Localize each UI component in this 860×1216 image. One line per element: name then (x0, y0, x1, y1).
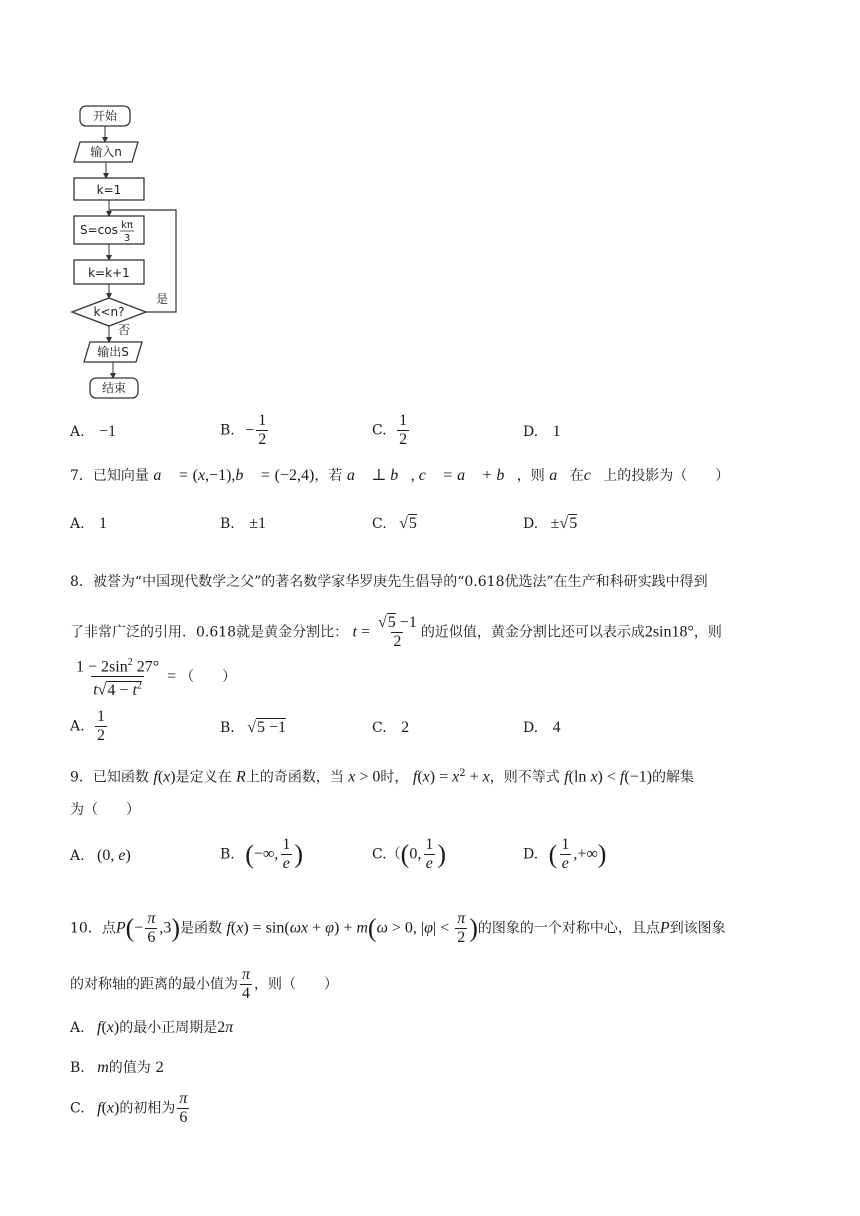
q6-c-num: 1 (399, 412, 408, 429)
q10-a-letter: A. (70, 1020, 85, 1036)
q9-line2: 为（ ） (70, 802, 140, 818)
q9-text-a: 已知函数 (92, 769, 149, 786)
q6-b-num: 1 (258, 412, 267, 429)
q7-d-letter: D. (523, 516, 539, 532)
q8-line1 (70, 572, 708, 592)
q10-text-b: 的图象的一个对称中心，且点 (477, 920, 660, 937)
flowchart-assign-frac-den: 3 (123, 233, 131, 244)
q7-text-d: 在 (569, 468, 584, 484)
flowchart-assign-frac-num: kπ (121, 220, 133, 231)
q9-number: 9． (70, 769, 93, 786)
q8-sin-expr: 2sin18° (644, 623, 694, 641)
q8-b-value: 5 −1 (256, 719, 287, 736)
q7-text-a: 已知向量 (92, 468, 149, 484)
q6-c-den: 2 (399, 431, 408, 448)
q7-text-c: ，则 (516, 468, 545, 484)
q6-d-letter: D. (523, 424, 539, 440)
q7-d-value: ± (550, 515, 560, 532)
flowchart-increment-text: k=k+1 (88, 266, 130, 280)
q6-option-a (70, 422, 116, 442)
q10-c-letter: C. (70, 1100, 85, 1117)
q6-d-value: 1 (552, 423, 561, 440)
flowchart-yes-label: 是 (156, 292, 169, 306)
q9-option-b: B. (−∞, $\frac{1}{e}$ ) (220, 836, 303, 872)
q8-a-letter: A. (70, 718, 85, 735)
q10-number: 10．点 (70, 920, 116, 937)
q10-text-c: 到该图象 (669, 920, 726, 937)
q6-b-den: 2 (258, 431, 267, 448)
q7-text-b: ，若 (314, 468, 343, 484)
q7-option-c: C. √5 (372, 515, 417, 532)
q10-line2-a: 的对称轴的距离的最小值为 (70, 976, 238, 993)
q9-text-f: 的解集 (652, 769, 695, 786)
q9-a-letter: A. (70, 848, 85, 864)
q7-c-value: 5 (408, 515, 417, 532)
q7-stem (70, 466, 729, 486)
q7-text-e: 上的投影为（ ） (603, 468, 730, 484)
flowchart (70, 100, 190, 402)
q6-a-value: −1 (99, 423, 117, 440)
q8-option-b: B. √5 −1 (220, 719, 287, 736)
flowchart-input-text: 输入n (90, 145, 122, 159)
flowchart-end-text: 结束 (101, 381, 127, 395)
q6-a-letter: A. (70, 424, 85, 440)
q10-line2-b: ，则（ ） (254, 976, 339, 993)
q10-option-c: C. f(x)的初相为 $\frac{\pi}{6}$ (70, 1090, 188, 1126)
q10-c-text: 的初相为 (119, 1100, 176, 1117)
q8-c-letter: C. (372, 720, 387, 736)
q6-b-fraction (256, 412, 268, 449)
q9-option-c: C.（(0, $\frac{1}{e}$ ) (372, 836, 447, 872)
q7-b-value: ±1 (249, 515, 266, 532)
q10-a-text: 的最小正周期是 (119, 1020, 218, 1036)
q6-option-d (523, 422, 561, 442)
q8-d-value: 4 (552, 719, 561, 736)
q8-line2-b: 的近似值，黄金分割比还可以表示成 (420, 624, 645, 641)
q7-a-value: 1 (99, 515, 108, 532)
q7-vector-a: a⃗ (549, 467, 570, 484)
q9-d-letter: D. (523, 846, 539, 863)
q10-b-text: 的值为 2 (108, 1060, 165, 1076)
q8-b-letter: B. (220, 720, 235, 736)
q7-option-a (70, 514, 107, 534)
q9-text-e: ，则不等式 (489, 769, 560, 786)
q6-option-c (372, 412, 411, 449)
q10-option-a: A. f(x)的最小正周期是2π (70, 1019, 234, 1036)
q8-main-fraction: $\frac{1 - 2\sin^2 27^\circ}{t√4 - t^2}$ (76, 657, 160, 699)
q7-b-letter: B. (220, 516, 235, 532)
q8-d-letter: D. (523, 720, 539, 736)
q7-option-b (220, 514, 266, 534)
q10-text-a: 是函数 (180, 920, 222, 937)
q8-line3: $\frac{1 - 2\sin^2 27^\circ}{t√4 - t^2}$ = （ ） (72, 654, 236, 700)
q8-golden-fraction: $\frac{√5 -1}{2}$ (378, 614, 417, 650)
q7-vector-c: c⃗ (583, 467, 604, 484)
flowchart-init-text: k=1 (96, 183, 122, 197)
q10-line1: 10．点P(− $\frac{\pi}{6}$ ,3)是函数 f(x) = sin(ωx + φ) + m(ω > 0, |φ| < $\frac{\pi}{2}$ )的图象的一个对称中心，且点P到该图象 (70, 910, 726, 946)
flowchart-output-text: 输出S (97, 345, 129, 359)
q8-c-value: 2 (401, 719, 410, 736)
q6-c-fraction (397, 412, 409, 449)
q8-a-fraction (95, 708, 107, 745)
q8-a-den: 2 (97, 727, 106, 744)
q7-number: 7． (70, 468, 93, 484)
flowchart-start-text: 开始 (92, 109, 118, 123)
flowchart-assign-text: S=cos (80, 223, 118, 237)
q6-option-b (220, 412, 270, 449)
q8-line2: 了非常广泛的引用．0.618就是黄金分割比： t = $\frac{√5 -1}{2}$ 的近似值，黄金分割比还可以表示成2sin18°，则 (70, 614, 722, 650)
q8-line1-text: 被誉为“中国现代数学之父”的著名数学家华罗庚先生倡导的“0.618优选法”在生产和科研实践中得到 (92, 574, 708, 590)
q8-number: 8． (70, 574, 93, 590)
q8-a-num: 1 (97, 708, 106, 725)
q7-option-d: D. ±√5 (523, 515, 578, 532)
q6-b-sign: − (245, 421, 255, 439)
q10-line2: 的对称轴的距离的最小值为 $\frac{\pi}{4}$ ，则（ ） (70, 966, 339, 1002)
q8-line2-a: 了非常广泛的引用．0.618就是黄金分割比： (70, 624, 349, 641)
q9-option-a: A. (0, e) (70, 847, 131, 864)
q9-c-letter: C.（ (372, 846, 401, 863)
flowchart-condition-text: k<n? (93, 305, 125, 319)
q7-a-letter: A. (70, 516, 85, 532)
q8-option-a (70, 708, 109, 745)
q10-option-b: B. m的值为 2 (70, 1059, 165, 1076)
q7-condition-expr: a⃗ ⊥ b⃗, c⃗ = a⃗ + b⃗ (346, 467, 517, 484)
q8-option-d (523, 718, 561, 738)
q9-text-c: 上的奇函数，当 (245, 769, 344, 786)
q7-vectors-expr: a⃗ = (x,−1),b⃗ = (−2,4) (153, 467, 315, 484)
q8-line2-c: ，则 (693, 624, 722, 641)
q6-c-letter: C. (372, 422, 387, 439)
q7-c-letter: C. (372, 516, 387, 532)
q9-text-b: 是定义在 (175, 769, 232, 786)
q9-option-d: D. ( $\frac{1}{e}$ ,+∞) (523, 836, 607, 872)
q8-line3-tail: （ ） (180, 668, 237, 685)
q6-b-letter: B. (220, 422, 235, 439)
q9-b-letter: B. (220, 846, 235, 863)
q9-text-d: 时， (380, 769, 409, 786)
flowchart-no-label: 否 (118, 323, 131, 337)
q8-option-c (372, 718, 409, 738)
q9-line1: 9．已知函数 f(x)是定义在 R上的奇函数，当 x > 0时， $f(x) = x^2 + x$，则不等式 f(ln x) < f(−1)的解集 (70, 768, 695, 786)
q10-b-letter: B. (70, 1060, 85, 1076)
